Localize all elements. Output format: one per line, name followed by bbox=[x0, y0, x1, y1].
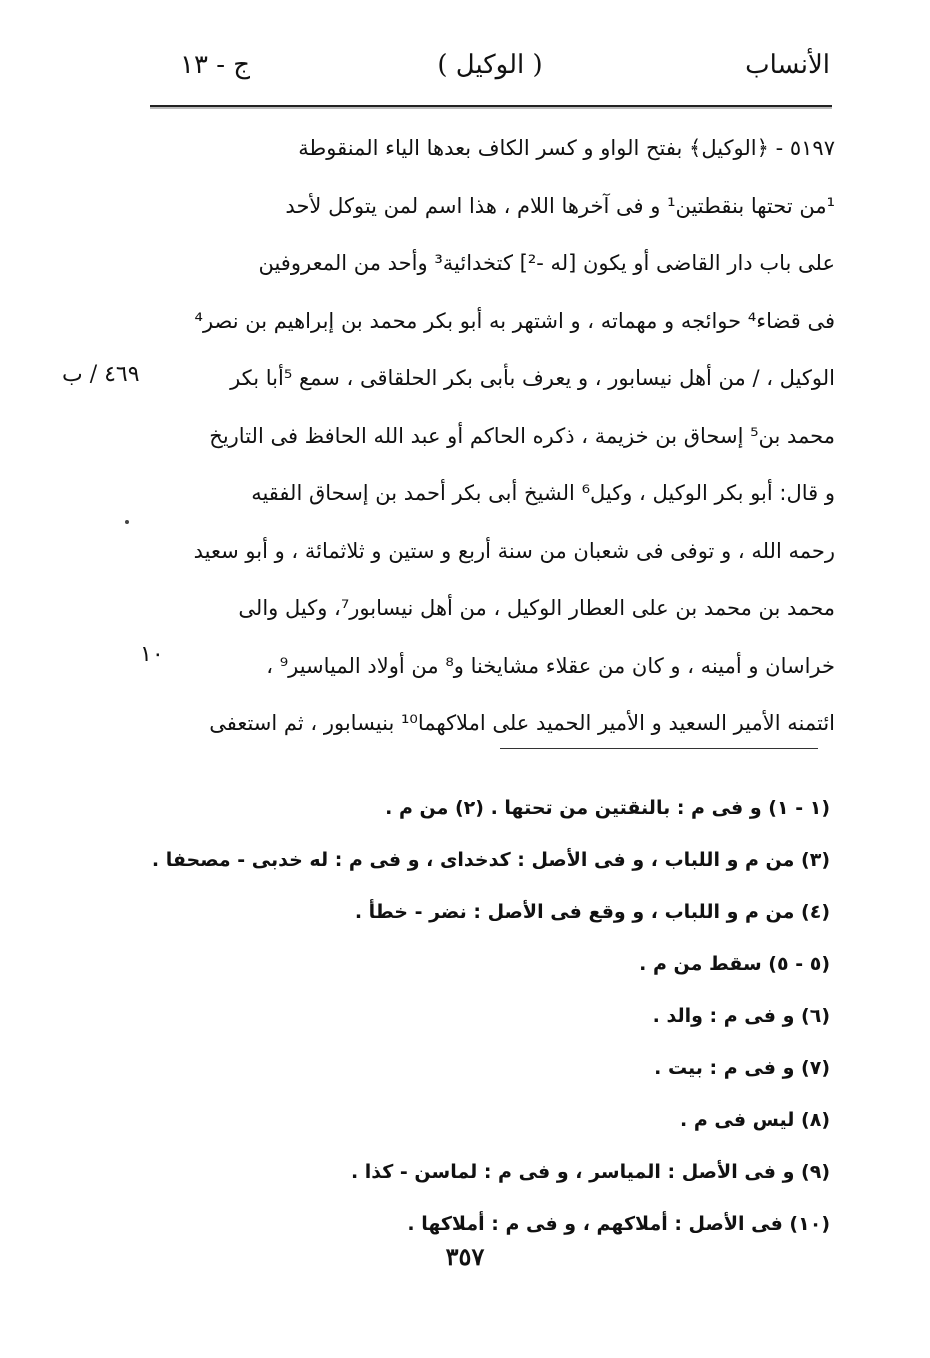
text-line: محمد بن⁵ إسحاق بن خزيمة ، ذكره الحاكم أو عبد الله الحافظ فى التاريخ bbox=[209, 423, 835, 448]
margin-line-number: ١٠ bbox=[140, 642, 164, 667]
footnote: (٩) و فى الأصل : المياسر ، و فى م : لماسن - كذا . bbox=[350, 1161, 830, 1183]
stray-mark bbox=[125, 520, 129, 524]
footnote: (٥ - ٥) سقط من م . bbox=[639, 953, 830, 975]
text-line: محمد بن محمد بن على العطار الوكيل ، من أهل نيسابور⁷، وكيل والى bbox=[238, 596, 835, 620]
text-line: خراسان و أمينه ، و كان من عقلاء مشايخنا و⁸ من أولاد المياسير⁹ ، bbox=[266, 653, 835, 678]
header-entry-title: ( الوكيل ) bbox=[437, 50, 543, 80]
footnote: (٣) من م و اللباب ، و فى الأصل : كدخداى ، و فى م : له خدبى - مصحفا . bbox=[151, 849, 830, 871]
text-line: رحمه الله ، و توفى فى شعبان من سنة أربع و ستين و ثلاثمائة ، و أبو سعيد bbox=[193, 538, 835, 563]
footnote: (٧) و فى م : بيت . bbox=[654, 1057, 830, 1079]
footnote: (١ - ١) و فى م : بالنقتين من تحتها . (٢) من م . bbox=[385, 797, 830, 819]
text-line: على باب دار القاضى أو يكون [له -²] كتخدائية³ وأحد من المعروفين bbox=[258, 251, 835, 275]
footnote: (٦) و فى م : والد . bbox=[652, 1005, 830, 1027]
main-text bbox=[170, 120, 835, 753]
footnote: (١٠) فى الأصل : أملاكهم ، و فى م : أملاكها . bbox=[407, 1213, 830, 1235]
text-line: ائتمنه الأمير السعيد و الأمير الحميد على املاكهما¹⁰ بنيسابور ، ثم استعفى bbox=[209, 711, 835, 735]
header-volume: ج - ١٣ bbox=[180, 50, 251, 80]
text-line: و قال: أبو بكر الوكيل ، وكيل⁶ الشيخ أبى بكر أحمد بن إسحاق الفقيه bbox=[251, 481, 835, 505]
running-header bbox=[150, 50, 830, 100]
margin-folio-reference: ٤٦٩ / ب bbox=[62, 362, 140, 387]
text-line: ٥١٩٧ - ﴿الوكيل﴾ بفتح الواو و كسر الكاف بعدها الياء المنقوطة bbox=[298, 136, 835, 160]
footnote: (٨) ليس فى م . bbox=[680, 1109, 830, 1131]
text-line: ¹من تحتها بنقطتين¹ و فى آخرها اللام ، هذا اسم لمن يتوكل لأحد bbox=[285, 193, 835, 218]
header-book-title: الأنساب bbox=[745, 50, 830, 80]
page-number: ٣٥٧ bbox=[445, 1242, 485, 1271]
footnote-separator bbox=[500, 748, 818, 749]
footnote: (٤) من م و اللباب ، و وقع فى الأصل : نضر - خطأ . bbox=[354, 901, 830, 923]
footnotes bbox=[130, 782, 830, 1250]
header-rule bbox=[150, 105, 832, 107]
text-line: الوكيل ، / من أهل نيسابور ، و يعرف بأبى بكر الحلقاقى ، سمع ⁵أبا بكر bbox=[230, 366, 835, 390]
text-line: فى قضاء⁴ حوائجه و مهماته ، و اشتهر به أبو بكر محمد بن إبراهيم بن نصر⁴ bbox=[194, 308, 835, 333]
